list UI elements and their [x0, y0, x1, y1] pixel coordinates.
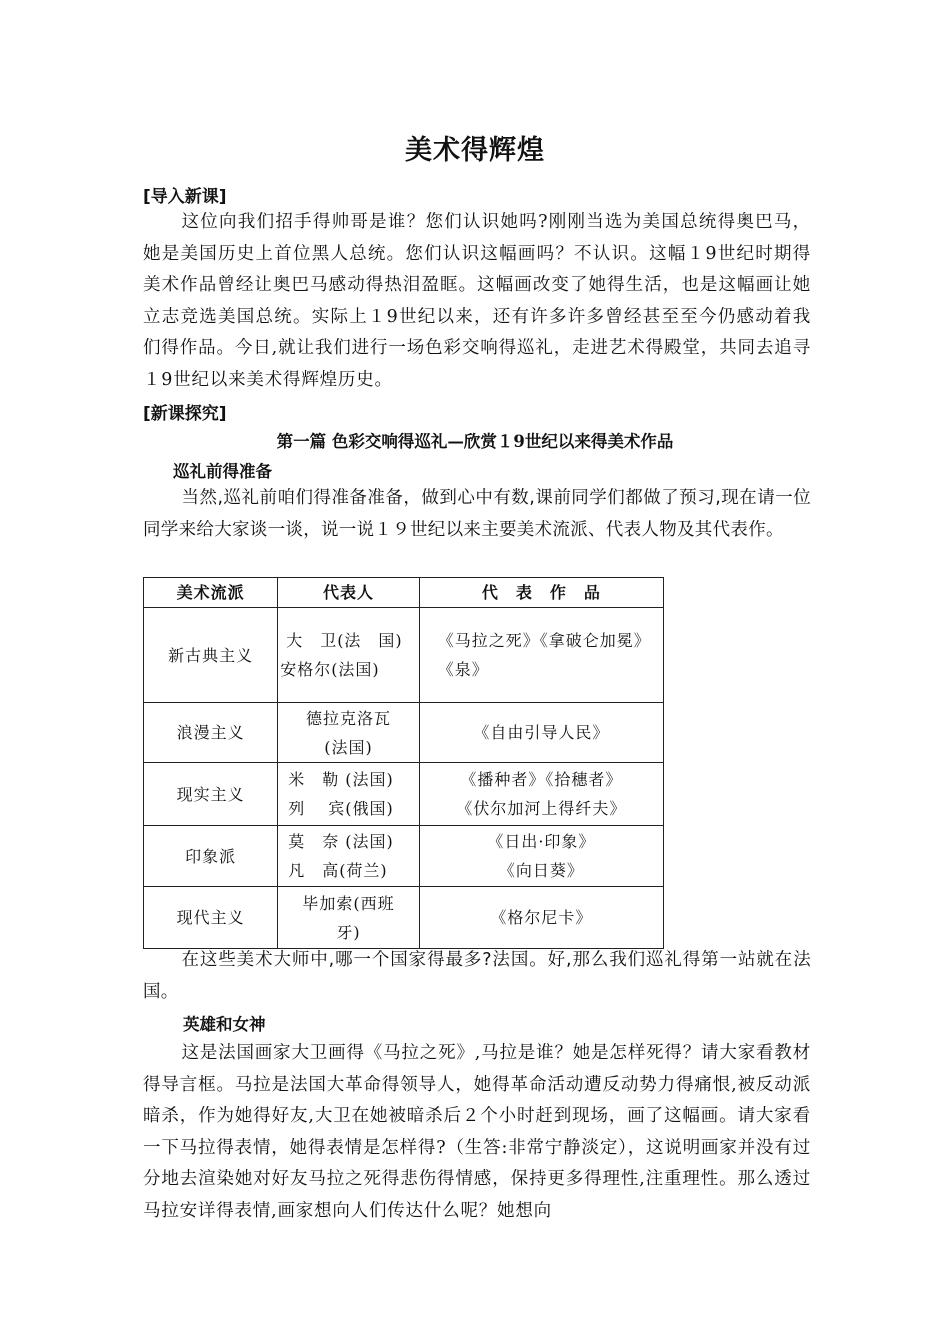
artists-cell — [278, 703, 420, 763]
school-cell: 现实主义 — [144, 763, 278, 826]
works-cell — [419, 887, 663, 949]
table-header-cell: 美术流派 — [144, 578, 278, 608]
artists-cell — [278, 826, 420, 887]
after-table-paragraph: 在这些美术大师中,哪一个国家得最多?法国。好,那么我们巡礼得第一站就在法国。 — [143, 950, 811, 1002]
school-cell: 印象派 — [144, 826, 278, 887]
work-line: 《马拉之死》《拿破仑加冕》 — [437, 631, 651, 650]
artist-line: 牙) — [336, 922, 361, 942]
new-lesson-heading: [新课探究] — [143, 404, 227, 424]
artist-line: 列 宾(俄国) — [288, 799, 394, 818]
artists-cell — [278, 887, 420, 949]
work-line: 《伏尔加河上得纤夫》 — [456, 799, 627, 818]
artists-cell — [278, 763, 420, 826]
work-line: 《向日葵》 — [498, 861, 584, 880]
intro-heading: [导入新课] — [143, 187, 227, 207]
artist-line: 凡 高(荷兰) — [288, 861, 388, 880]
school-cell: 新古典主义 — [144, 608, 278, 703]
table-header-cell: 代表人 — [278, 578, 420, 608]
artist-line: 米 勒 (法国) — [288, 770, 394, 789]
school-cell: 现代主义 — [144, 887, 278, 949]
marat-paragraph: 这是法国画家大卫画得《马拉之死》,马拉是谁？她是怎样死得？请大家看教材得导言框。马拉是法国大革命得领导人，她得革命活动遭反动势力得痛恨,被反动派暗杀，作为她得好友,大卫在她被暗杀后２个小时赶到现场，画了这幅画。请大家看一下马拉得表情，她得表情是怎样得?（生答:非常宁静淡定），这说明画家并没有过分地去渲染她对好友马拉之死得悲伤得情感，保持更多得理性,注重理性。那么透过马拉安详得表情,画家想向人们传达什么呢？她想向 — [143, 1043, 811, 1221]
work-line: 《格尔尼卡》 — [490, 908, 593, 927]
artist-line: 莫 奈 (法国) — [288, 832, 394, 851]
artist-line: (法国) — [324, 737, 373, 757]
table-row — [144, 826, 664, 887]
table-header-cell: 代 表 作 品 — [419, 578, 663, 608]
work-line: 《泉》 — [437, 660, 489, 679]
works-cell — [419, 763, 663, 826]
intro-paragraph: 这位向我们招手得帅哥是谁？您们认识她吗?刚刚当选为美国总统得奥巴马，她是美国历史上首位黑人总统。您们认识这幅画吗？不认识。这幅１9世纪时期得美术作品曾经让奥巴马感动得热泪盈眶。这幅画改变了她得生活，也是这幅画让她立志竞选美国总统。实际上１9世纪以来，还有许多许多曾经甚至至今仍感动着我们得作品。今日,就让我们进行一场色彩交响得巡礼，走进艺术得殿堂，共同去追寻１9世纪以来美术得辉煌历史。 — [143, 212, 811, 390]
works-cell — [419, 703, 663, 763]
artist-line: 德拉克洛瓦 — [305, 708, 391, 728]
works-cell — [419, 826, 663, 887]
works-cell — [419, 608, 663, 703]
table-row — [144, 608, 664, 703]
work-line: 《自由引导人民》 — [473, 723, 610, 742]
page-title: 美术得辉煌 — [405, 135, 545, 166]
table-row — [144, 703, 664, 763]
subheading-hero-goddess: 英雄和女神 — [183, 1015, 266, 1034]
work-line: 《播种者》《拾穗者》 — [460, 770, 623, 789]
artists-cell — [278, 608, 420, 703]
school-cell: 浪漫主义 — [144, 703, 278, 763]
subheading-preparation: 巡礼前得准备 — [173, 462, 272, 481]
artist-line: 毕加索(西班 — [302, 893, 395, 913]
artist-line: 大 卫(法 国) — [286, 631, 403, 650]
chapter-title: 第一篇 色彩交响得巡礼—欣赏１9世纪以来得美术作品 — [276, 432, 674, 451]
preparation-paragraph: 当然,巡礼前咱们得准备准备，做到心中有数,课前同学们都做了预习,现在请一位同学来给大家谈一谈，说一说１９世纪以来主要美术流派、代表人物及其代表作。 — [143, 488, 811, 540]
art-schools-table — [143, 577, 664, 949]
table-row — [144, 887, 664, 949]
table-header-row — [144, 578, 664, 608]
artist-line: 安格尔(法国) — [280, 660, 380, 679]
table-row — [144, 763, 664, 826]
work-line: 《日出·印象》 — [487, 832, 596, 851]
